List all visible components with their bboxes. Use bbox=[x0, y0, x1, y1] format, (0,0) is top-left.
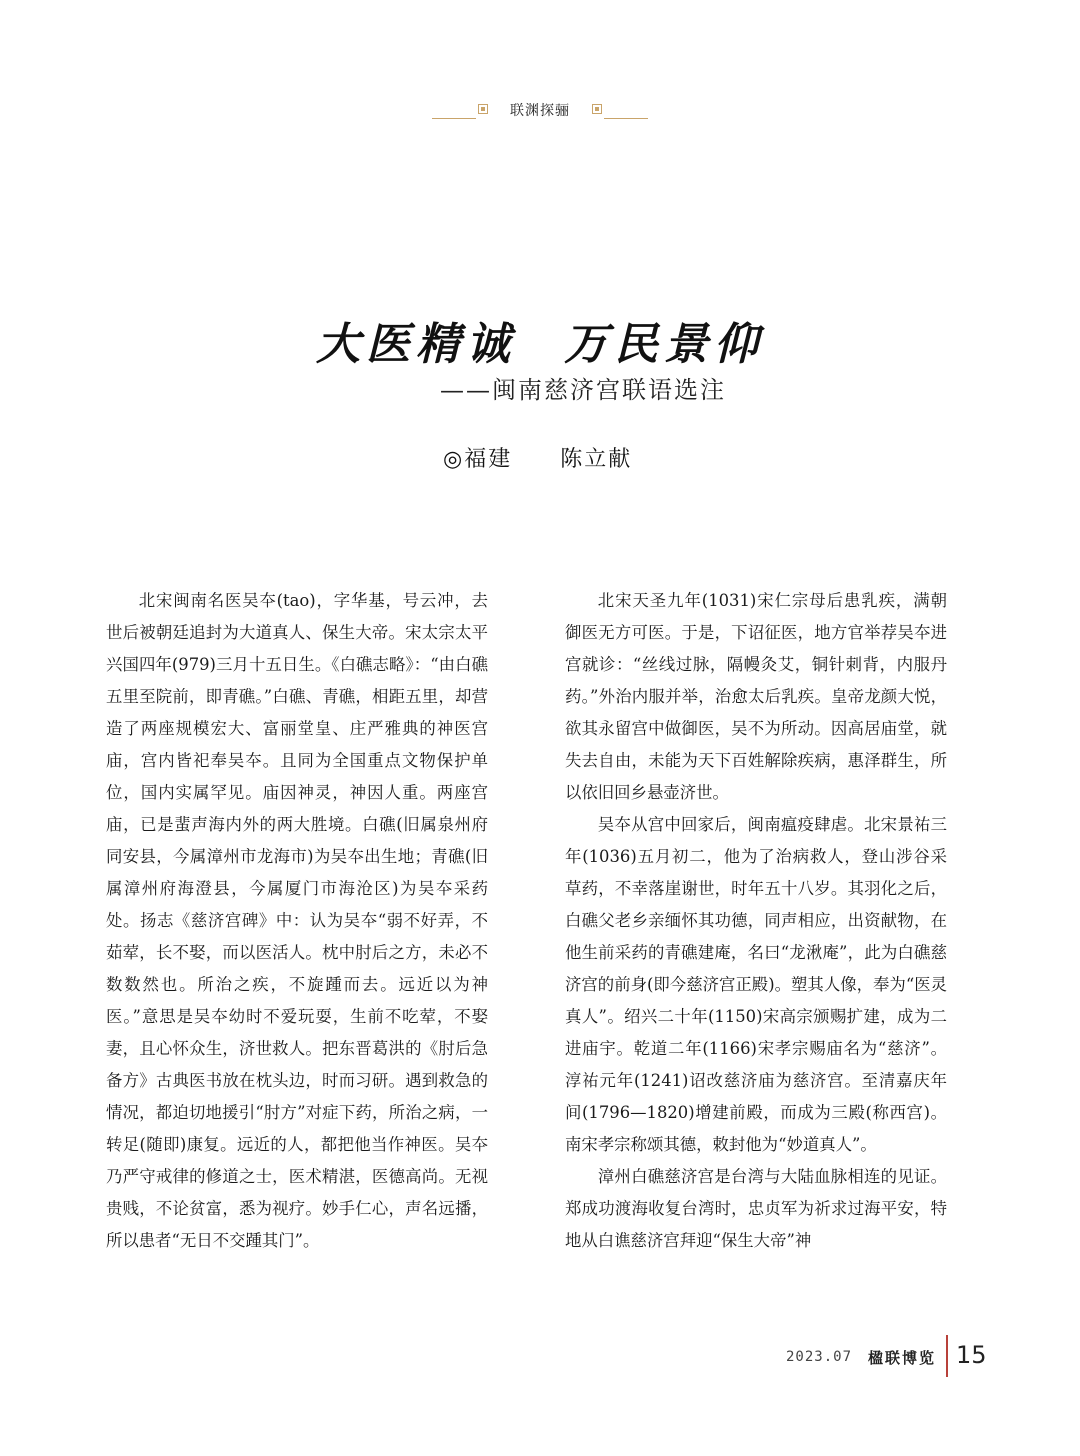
paragraph: 漳州白礁慈济宫是台湾与大陆血脉相连的见证。郑成功渡海收复台湾时，忠贞军为祈求过海平安，特地从白谯慈济宫拜迎“保生大帝”神 bbox=[565, 1167, 947, 1250]
right-column bbox=[565, 585, 947, 1257]
paragraph: 北宋闽南名医吴夲(tao)，字华基，号云冲，去世后被朝廷追封为大道真人、保生大帝。宋太宗太平兴国四年(979)三月十五日生。《白礁志略》：“由白礁五里至院前，即青礁。”白礁、青礁，相距五里，却营造了两座规模宏大、富丽堂皇、庄严雅典的神医宫庙，宫内皆祀奉吴夲。且同为全国重点文物保护单位，国内实属罕见。庙因神灵，神因人重。两座宫庙，已是蜚声海内外的两大胜境。白礁(旧属泉州府同安县，今属漳州市龙海市)为吴夲出生地；青礁(旧属漳州府海澄县，今属厦门市海沧区)为吴夲采药处。扬志《慈济宫碑》中：认为吴夲“弱不好弄，不茹荤，长不娶，而以医活人。枕中肘后之方，未必不数数然也。所治之疾，不旋踵而去。远近以为神医。”意思是吴夲幼时不爱玩耍，生前不吃荤，不娶妻，且心怀众生，济世救人。把东晋葛洪的《肘后急备方》古典医书放在枕头边，时而习研。遇到救急的情况，都迫切地援引“肘方”对症下药，所治之病，一转足(随即)康复。远近的人，都把他当作神医。吴夲乃严守戒律的修道之士，医术精湛，医德高尚。无视贵贱，不论贫富，悉为视疗。妙手仁心，声名远播，所以患者“无日不交踵其门”。 bbox=[106, 591, 488, 1250]
byline-author: 陈立献 bbox=[560, 447, 633, 472]
title-part-2: 万民景仰 bbox=[564, 319, 764, 370]
ornament-left-icon bbox=[478, 104, 488, 114]
section-header bbox=[432, 98, 648, 124]
page-number: 15 bbox=[956, 1341, 987, 1369]
paragraph: 吴夲从宫中回家后，闽南瘟疫肆虐。北宋景祐三年(1036)五月初二，他为了治病救人，登山涉谷采草药，不幸落崖谢世，时年五十八岁。其羽化之后，白礁父老乡亲缅怀其功德，同声相应，出资献物，在他生前采药的青礁建庵，名曰“龙湫庵”，此为白礁慈济宫的前身(即今慈济宫正殿)。塑其人像，奉为“医灵真人”。绍兴二十年(1150)宋高宗颁赐扩建，成为二进庙宇。乾道二年(1166)宋孝宗赐庙名为“慈济”。淳祐元年(1241)诏改慈济庙为慈济宫。至清嘉庆年间(1796—1820)增建前殿，而成为三殿(称西宫)。南宋孝宗称颂其德，敕封他为“妙道真人”。 bbox=[565, 815, 947, 1154]
paragraph: 北宋天圣九年(1031)宋仁宗母后患乳疾，满朝御医无方可医。于是，下诏征医，地方官举荐吴夲进宫就诊：“丝线过脉，隔幔灸艾，铜针刺背，内服丹药。”外治内服并举，治愈太后乳疾。皇帝龙颜大悦，欲其永留宫中做御医，吴不为所动。因高居庙堂，就失去自由，未能为天下百姓解除疾病，惠泽群生，所以依旧回乡悬壶济世。 bbox=[565, 591, 947, 802]
article-subtitle: ——闽南慈济宫联语选注 bbox=[440, 376, 726, 404]
byline bbox=[443, 442, 632, 473]
section-label: 联渊探骊 bbox=[510, 103, 570, 119]
title-part-1: 大医精诚 bbox=[316, 319, 516, 370]
page-footer bbox=[780, 1333, 990, 1389]
left-column bbox=[106, 585, 488, 1257]
magazine-name: 楹联博览 bbox=[868, 1349, 937, 1367]
header-rule-right bbox=[604, 118, 648, 119]
article-title bbox=[0, 308, 1080, 372]
header-rule-left bbox=[432, 118, 476, 119]
issue-date: 2023.07 bbox=[786, 1349, 853, 1365]
byline-place: ◎福建 bbox=[443, 447, 513, 472]
ornament-right-icon bbox=[592, 104, 602, 114]
footer-divider bbox=[946, 1335, 948, 1377]
